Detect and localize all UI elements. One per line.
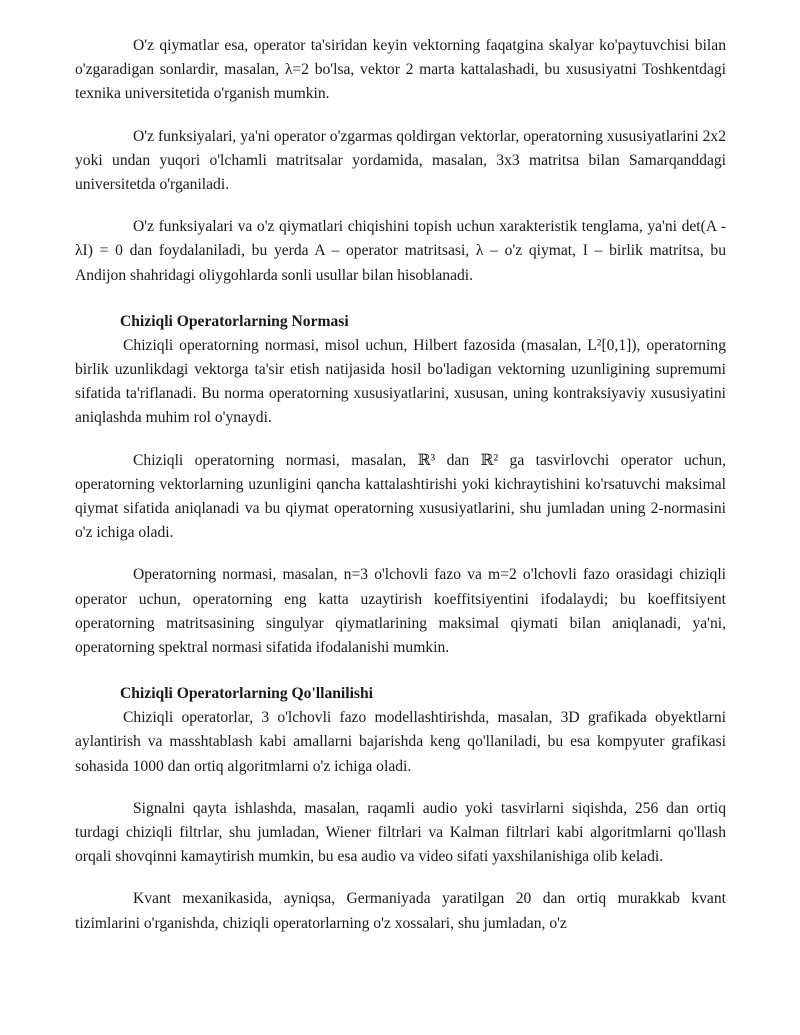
- paragraph-characteristic-equation: O'z funksiyalari va o'z qiymatlari chiqishini topish uchun xarakteristik tenglama, ya'ni det(A - λI) = 0 dan foydalaniladi, bu yerda A – operator matritsasi, λ – o'z qiymat, I – birlik matritsa, bu Andijon shahridagi oliygohlarda sonli usullar bilan hisoblanadi.: [75, 218, 726, 284]
- section-heading-operator-norm: Chiziqli Operatorlarning Normasi: [120, 312, 349, 330]
- paragraph-quantum-mechanics: Kvant mexanikasida, ayniqsa, Germaniyada yaratilgan 20 dan ortiq murakkab kvant tizimlarini o'rganishda, chiziqli operatorlarning o'z xossalari, shu jumladan, o'z: [75, 890, 726, 932]
- paragraph-spectral-norm: Operatorning normasi, masalan, n=3 o'lchovli fazo va m=2 o'lchovli fazo orasidagi chiziqli operator uchun, operatorning eng katta uzaytirish koeffitsiyentini ifodalaydi; bu koeffitsiyent operatorning matritsasining singulyar qiymatlarining maksimal qiymati bilan aniqlanadi, ya'ni, operatorning spektral normasi sifatida ifodalanishi mumkin.: [75, 566, 726, 657]
- paragraph-eigenvalues: O'z qiymatlar esa, operator ta'siridan keyin vektorning faqatgina skalyar ko'paytuvchisi bilan o'zgaradigan sonlardir, masalan, λ=2 bo'lsa, vektor 2 marta kattalashadi, bu xususiyatni Toshkentdagi texnika universitetida o'rganish mumkin.: [75, 37, 726, 103]
- paragraph-3d-graphics: Chiziqli operatorlar, 3 o'lchovli fazo modellashtirishda, masalan, 3D grafikada obyektlarni aylantirish va masshtablash kabi amallarni bajarishda keng qo'llaniladi, bu esa kompyuter grafikasi sohasida 1000 dan ortiq algoritmlarni o'z ichiga oladi.: [75, 709, 726, 775]
- paragraph-norm-definition: Chiziqli operatorning normasi, misol uchun, Hilbert fazosida (masalan, L²[0,1]), operatorning birlik uzunlikdagi vektorga ta'sir etish natijasida hosil bo'ladigan vektorning uzunligining supremumi sifatida ta'riflanadi. Bu norma operatorning xususiyatlarini, xususan, uning kontraksiyaviy xususiyatini aniqlashda muhim rol o'ynaydi.: [75, 336, 726, 427]
- paragraph-signal-processing: Signalni qayta ishlashda, masalan, raqamli audio yoki tasvirlarni siqishda, 256 dan ortiq turdagi chiziqli filtrlar, shu jumladan, Wiener filtrlari va Kalman filtrlari kabi algoritmlarni qo'llash orqali shovqinni kamaytirish mumkin, bu esa audio va video sifati yaxshilanishiga olib keladi.: [75, 799, 726, 866]
- paragraph-norm-r3-r2: Chiziqli operatorning normasi, masalan, ℝ³ dan ℝ² ga tasvirlovchi operator uchun, operatorning vektorlarning uzunligini qancha kattalashtirishi yoki kichraytishini ko'rsatuvchi maksimal qiymat sifatida aniqlanadi va bu qiymat operatorning xususiyatlarini, shu jumladan uning 2-normasini o'z ichiga oladi.: [75, 451, 726, 542]
- section-heading-applications: Chiziqli Operatorlarning Qo'llanilishi: [120, 685, 373, 703]
- document-page: [75, 34, 726, 954]
- paragraph-eigenfunctions: O'z funksiyalari, ya'ni operator o'zgarmas qoldirgan vektorlar, operatorning xususiyatlarini 2x2 yoki undan yuqori o'lchamli matritsalar yordamida, masalan, 3x3 matritsa bilan Samarqanddagi universitetda o'rganiladi.: [75, 127, 726, 194]
